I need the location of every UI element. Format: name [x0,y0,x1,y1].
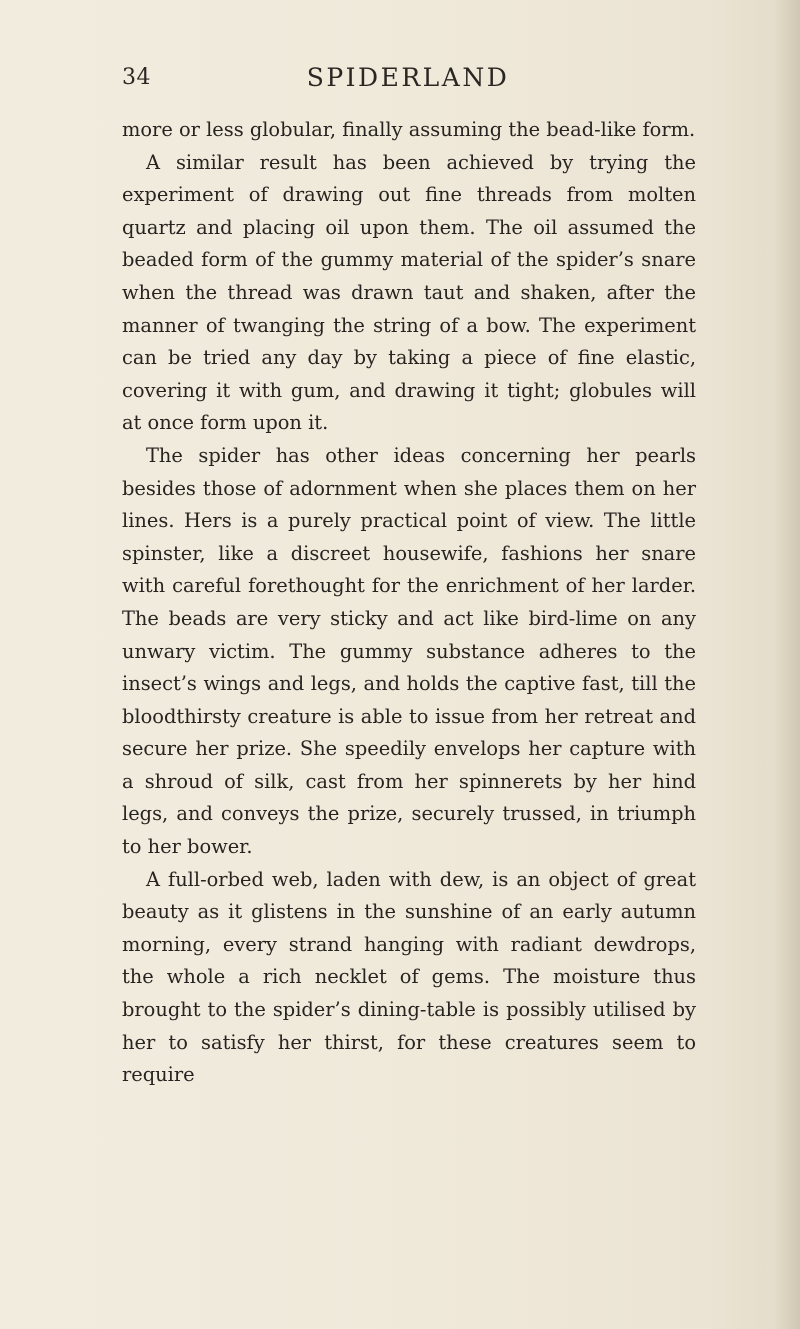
body-text [122,114,696,1092]
paragraph: A similar result has been achieved by trying the experiment of drawing out fine threads from molten quartz and placing oil upon them. The oil assumed the beaded form of the gummy material of the spider’s snare when the thread was drawn taut and shaken, after the manner of twanging the string of a bow. The experiment can be tried any day by taking a piece of fine elastic, covering it with gum, and drawing it tight; globules will at once form upon it. [122,150,696,435]
paragraph: A full-orbed web, laden with dew, is an object of great beauty as it glistens in the sunshine of an early autumn morning, every strand hanging with radiant dewdrops, the whole a rich necklet of gems. The moisture thus brought to the spider’s dining-table is possibly utilised by her to satisfy her thirst, for these creatures seem to require [122,867,696,1087]
paragraph-continuation: more or less globular, finally assuming the bead-like form. [122,118,696,141]
page-header [122,64,694,104]
page-edge-shadow [774,0,800,1329]
running-title: SPIDERLAND [306,63,510,92]
page-number: 34 [122,65,151,90]
paragraph: The spider has other ideas concerning her pearls besides those of adornment when she places them on her lines. Hers is a purely practical point of view. The little spinster, like a discreet housewife, fashions her snare with careful forethought for the enrichment of her larder. The beads are very sticky and act like bird-lime on any unwary victim. The gummy substance adheres to the insect’s wings and legs, and holds the captive fast, till the bloodthirsty creature is able to issue from her retreat and secure her prize. She speedily envelops her capture with a shroud of silk, cast from her spinnerets by her hind legs, and conveys the prize, securely trussed, in triumph to her bower. [122,443,696,859]
